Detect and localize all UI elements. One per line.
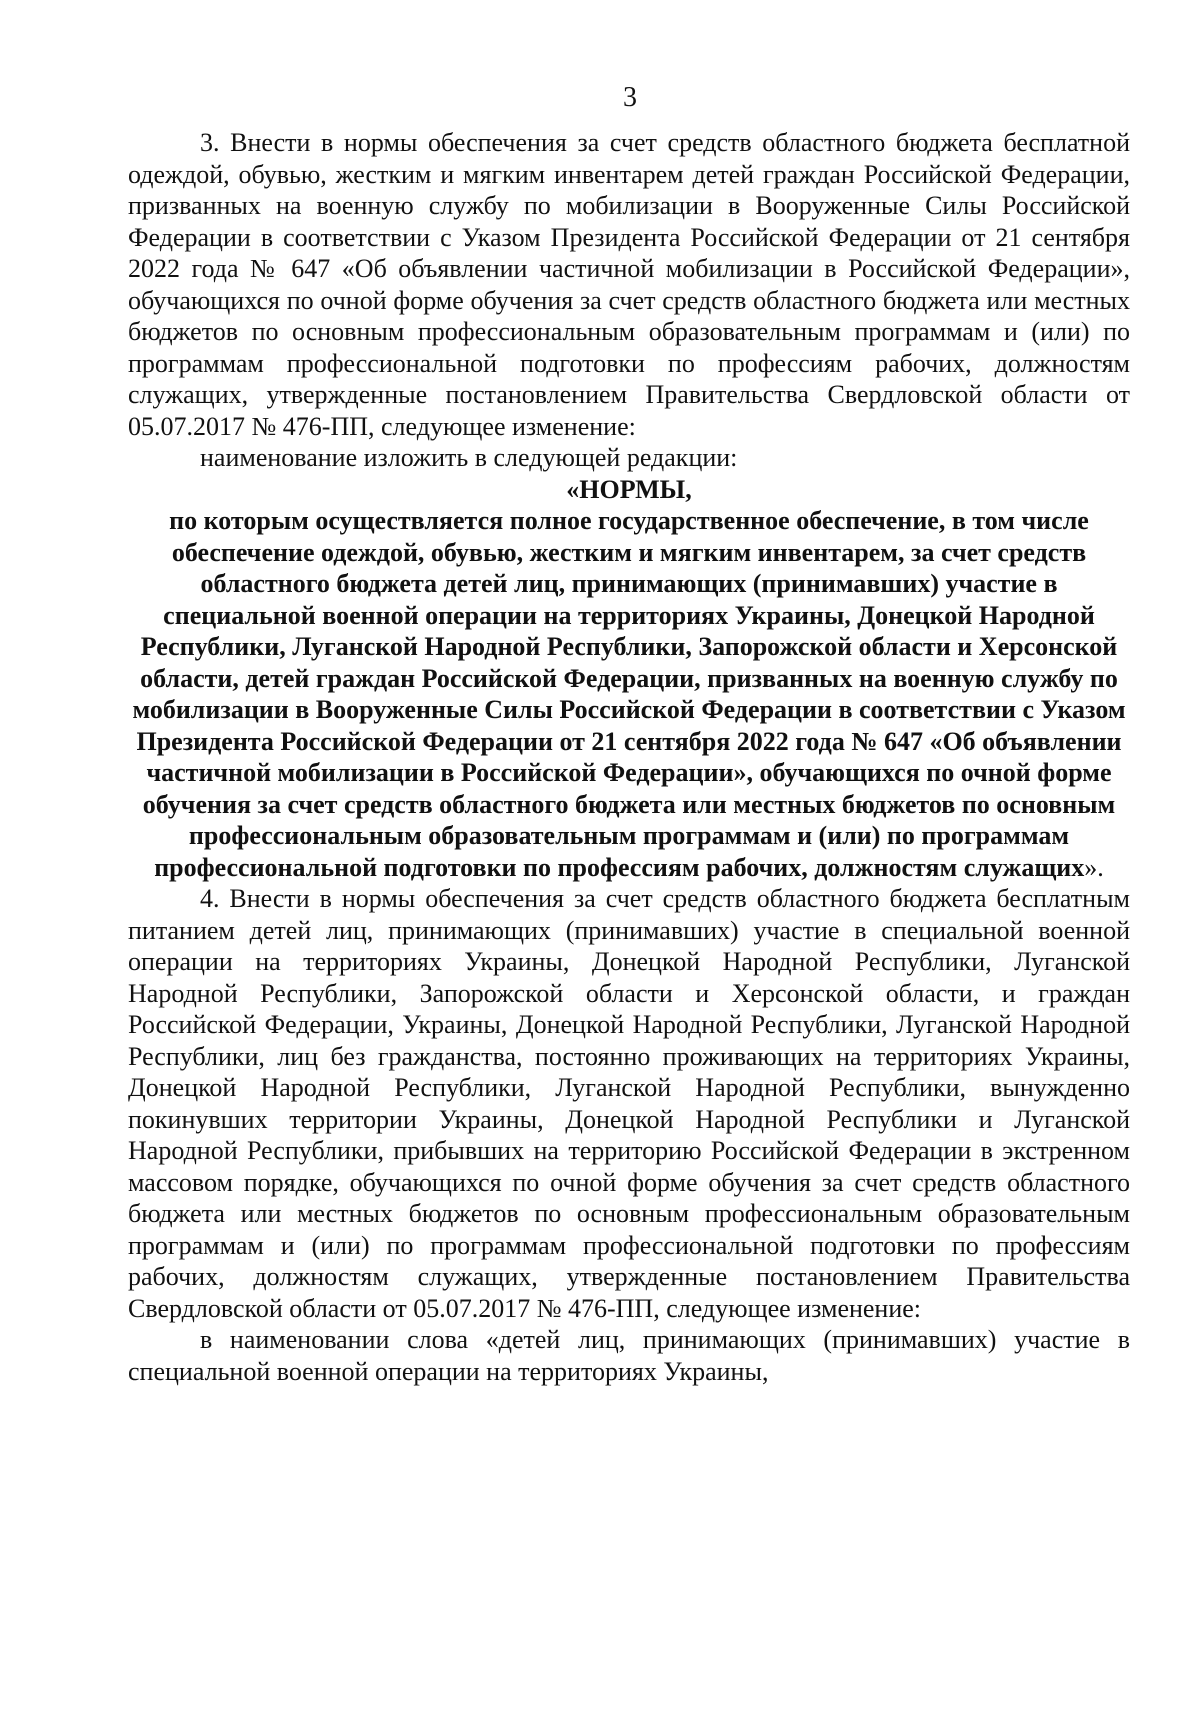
paragraph-4-amendment: в наименовании слова «детей лиц, принимающих (принимавших) участие в специальной военной операции на территориях Украины, [128,1325,1130,1386]
norms-heading-body: по которым осуществляется полное государственное обеспечение, в том числе обеспечение одеждой, обувью, жестким и мягким инвентарем, за счет средств областного бюджета детей лиц, принимающих (принимавших) участие в специальной военной операции на территориях Украины, Донецкой Народной Республики, Луганской Народной Республики, Запорожской области и Херсонской области, детей граждан Российской Федерации, призванных на военную службу по мобилизации в Вооруженные Силы Российской Федерации в соответствии с Указом Президента Российской Федерации от 21 сентября 2022 года № 647 «Об объявлении частичной мобилизации в Российской Федерации», обучающихся по очной форме обучения за счет средств областного бюджета или местных бюджетов по основным профессиональным образовательным программам и (или) по программам профессиональной подготовки по профессиям рабочих, должностям служащих [132,506,1126,882]
paragraph-4: 4. Внести в нормы обеспечения за счет средств областного бюджета бесплатным питанием детей лиц, принимающих (принимавших) участие в специальной военной операции на территориях Украины, Донецкой Народной Республики, Луганской Народной Республики, Запорожской области и Херсонской области, и граждан Российской Федерации, Украины, Донецкой Народной Республики, Луганской Народной Республики, лиц без гражданства, постоянно проживающих на территориях Украины, Донецкой Народной Республики, Луганской Народной Республики, вынужденно покинувших территории Украины, Донецкой Народной Республики и Луганской Народной Республики, прибывших на территорию Российской Федерации в экстренном массовом порядке, обучающихся по очной форме обучения за счет средств областного бюджета или местных бюджетов по основным профессиональным образовательным программам и (или) по программам профессиональной подготовки по профессиям рабочих, должностям служащих, утвержденные постановлением Правительства Свердловской области от 05.07.2017 № 476-ПП, следующее изменение: [128,884,1130,1323]
norms-heading-title: «НОРМЫ, [566,474,692,504]
norms-heading [128,474,1130,884]
paragraph-3: 3. Внести в нормы обеспечения за счет средств областного бюджета бесплатной одеждой, обувью, жестким и мягким инвентарем детей граждан Российской Федерации, призванных на военную службу по мобилизации в Вооруженные Силы Российской Федерации в соответствии с Указом Президента Российской Федерации от 21 сентября 2022 года № 647 «Об объявлении частичной мобилизации в Российской Федерации», обучающихся по очной форме обучения за счет средств областного бюджета или местных бюджетов по основным профессиональным образовательным программам и (или) по программам профессиональной подготовки по профессиям рабочих, должностям служащих, утвержденные постановлением Правительства Свердловской области от 05.07.2017 № 476-ПП, следующее изменение: [128,128,1130,441]
document-body [128,127,1130,1387]
paragraph-3-instruction: наименование изложить в следующей редакции: [200,443,738,472]
norms-heading-closing: ». [1084,852,1104,882]
page-number: 3 [623,82,637,113]
